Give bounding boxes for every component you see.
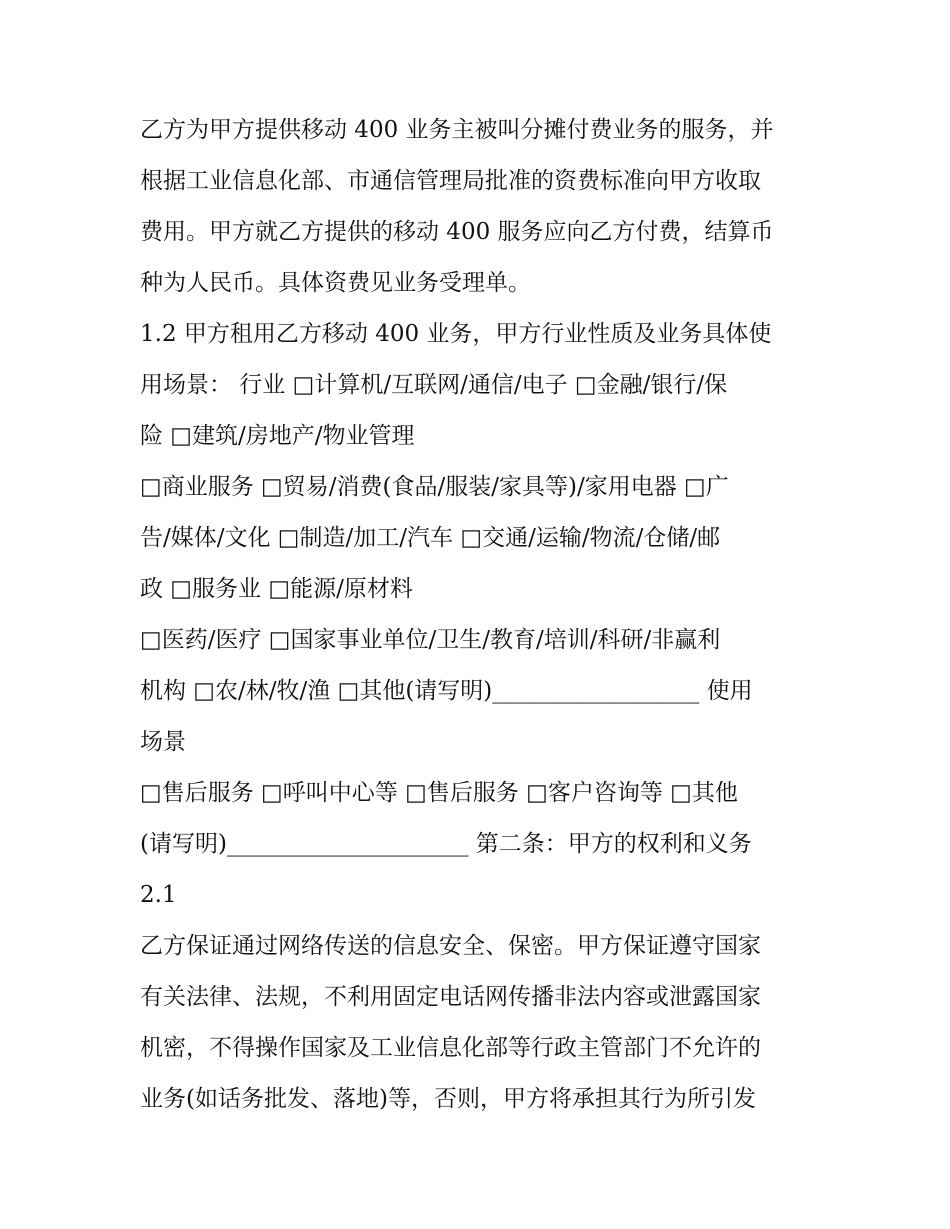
text-line: □售后服务 □呼叫中心等 □售后服务 □客户咨询等 □其他: [140, 780, 738, 806]
text-line: □商业服务 □贸易/消费(食品/服装/家具等)/家用电器 □广: [140, 474, 729, 500]
text-line: 机密，不得操作国家及工业信息化部等行政主管部门不允许的: [140, 1035, 761, 1061]
text-line: 告/媒体/文化 □制造/加工/汽车 □交通/运输/物流/仓储/邮: [140, 525, 721, 551]
text-line: 政 □服务业 □能源/原材料: [140, 576, 413, 602]
text-line: 险 □建筑/房地产/物业管理: [140, 423, 415, 449]
text-line: 费用。甲方就乙方提供的移动 400 服务应向乙方付费，结算币: [140, 219, 774, 245]
text-line: 有关法律、法规，不利用固定电话网传播非法内容或泄露国家: [140, 984, 761, 1010]
text-line: 场景: [140, 729, 186, 755]
text-line: 乙方保证通过网络传送的信息安全、保密。甲方保证遵守国家: [140, 933, 761, 959]
document-body: [140, 108, 820, 1128]
text-line: 2.1: [140, 882, 177, 908]
text-line: 种为人民币。具体资费见业务受理单。: [140, 270, 531, 296]
text-line: 根据工业信息化部、市通信管理局批准的资费标准向甲方收取: [140, 168, 761, 194]
text-line: 1.2 甲方租用乙方移动 400 业务，甲方行业性质及业务具体使: [140, 321, 772, 347]
text-line: □医药/医疗 □国家事业单位/卫生/教育/培训/科研/非赢利: [140, 627, 721, 653]
text-line: 乙方为甲方提供移动 400 业务主被叫分摊付费业务的服务，并: [140, 117, 774, 143]
text-line: 机构 □农/林/牧/渔 □其他(请写明)__________________ 使用: [140, 678, 753, 704]
text-line: 用场景： 行业 □计算机/互联网/通信/电子 □金融/银行/保: [140, 372, 728, 398]
text-line: (请写明)_____________________ 第二条：甲方的权利和义务: [140, 831, 752, 857]
text-line: 业务(如话务批发、落地)等，否则，甲方将承担其行为所引发: [140, 1086, 756, 1112]
